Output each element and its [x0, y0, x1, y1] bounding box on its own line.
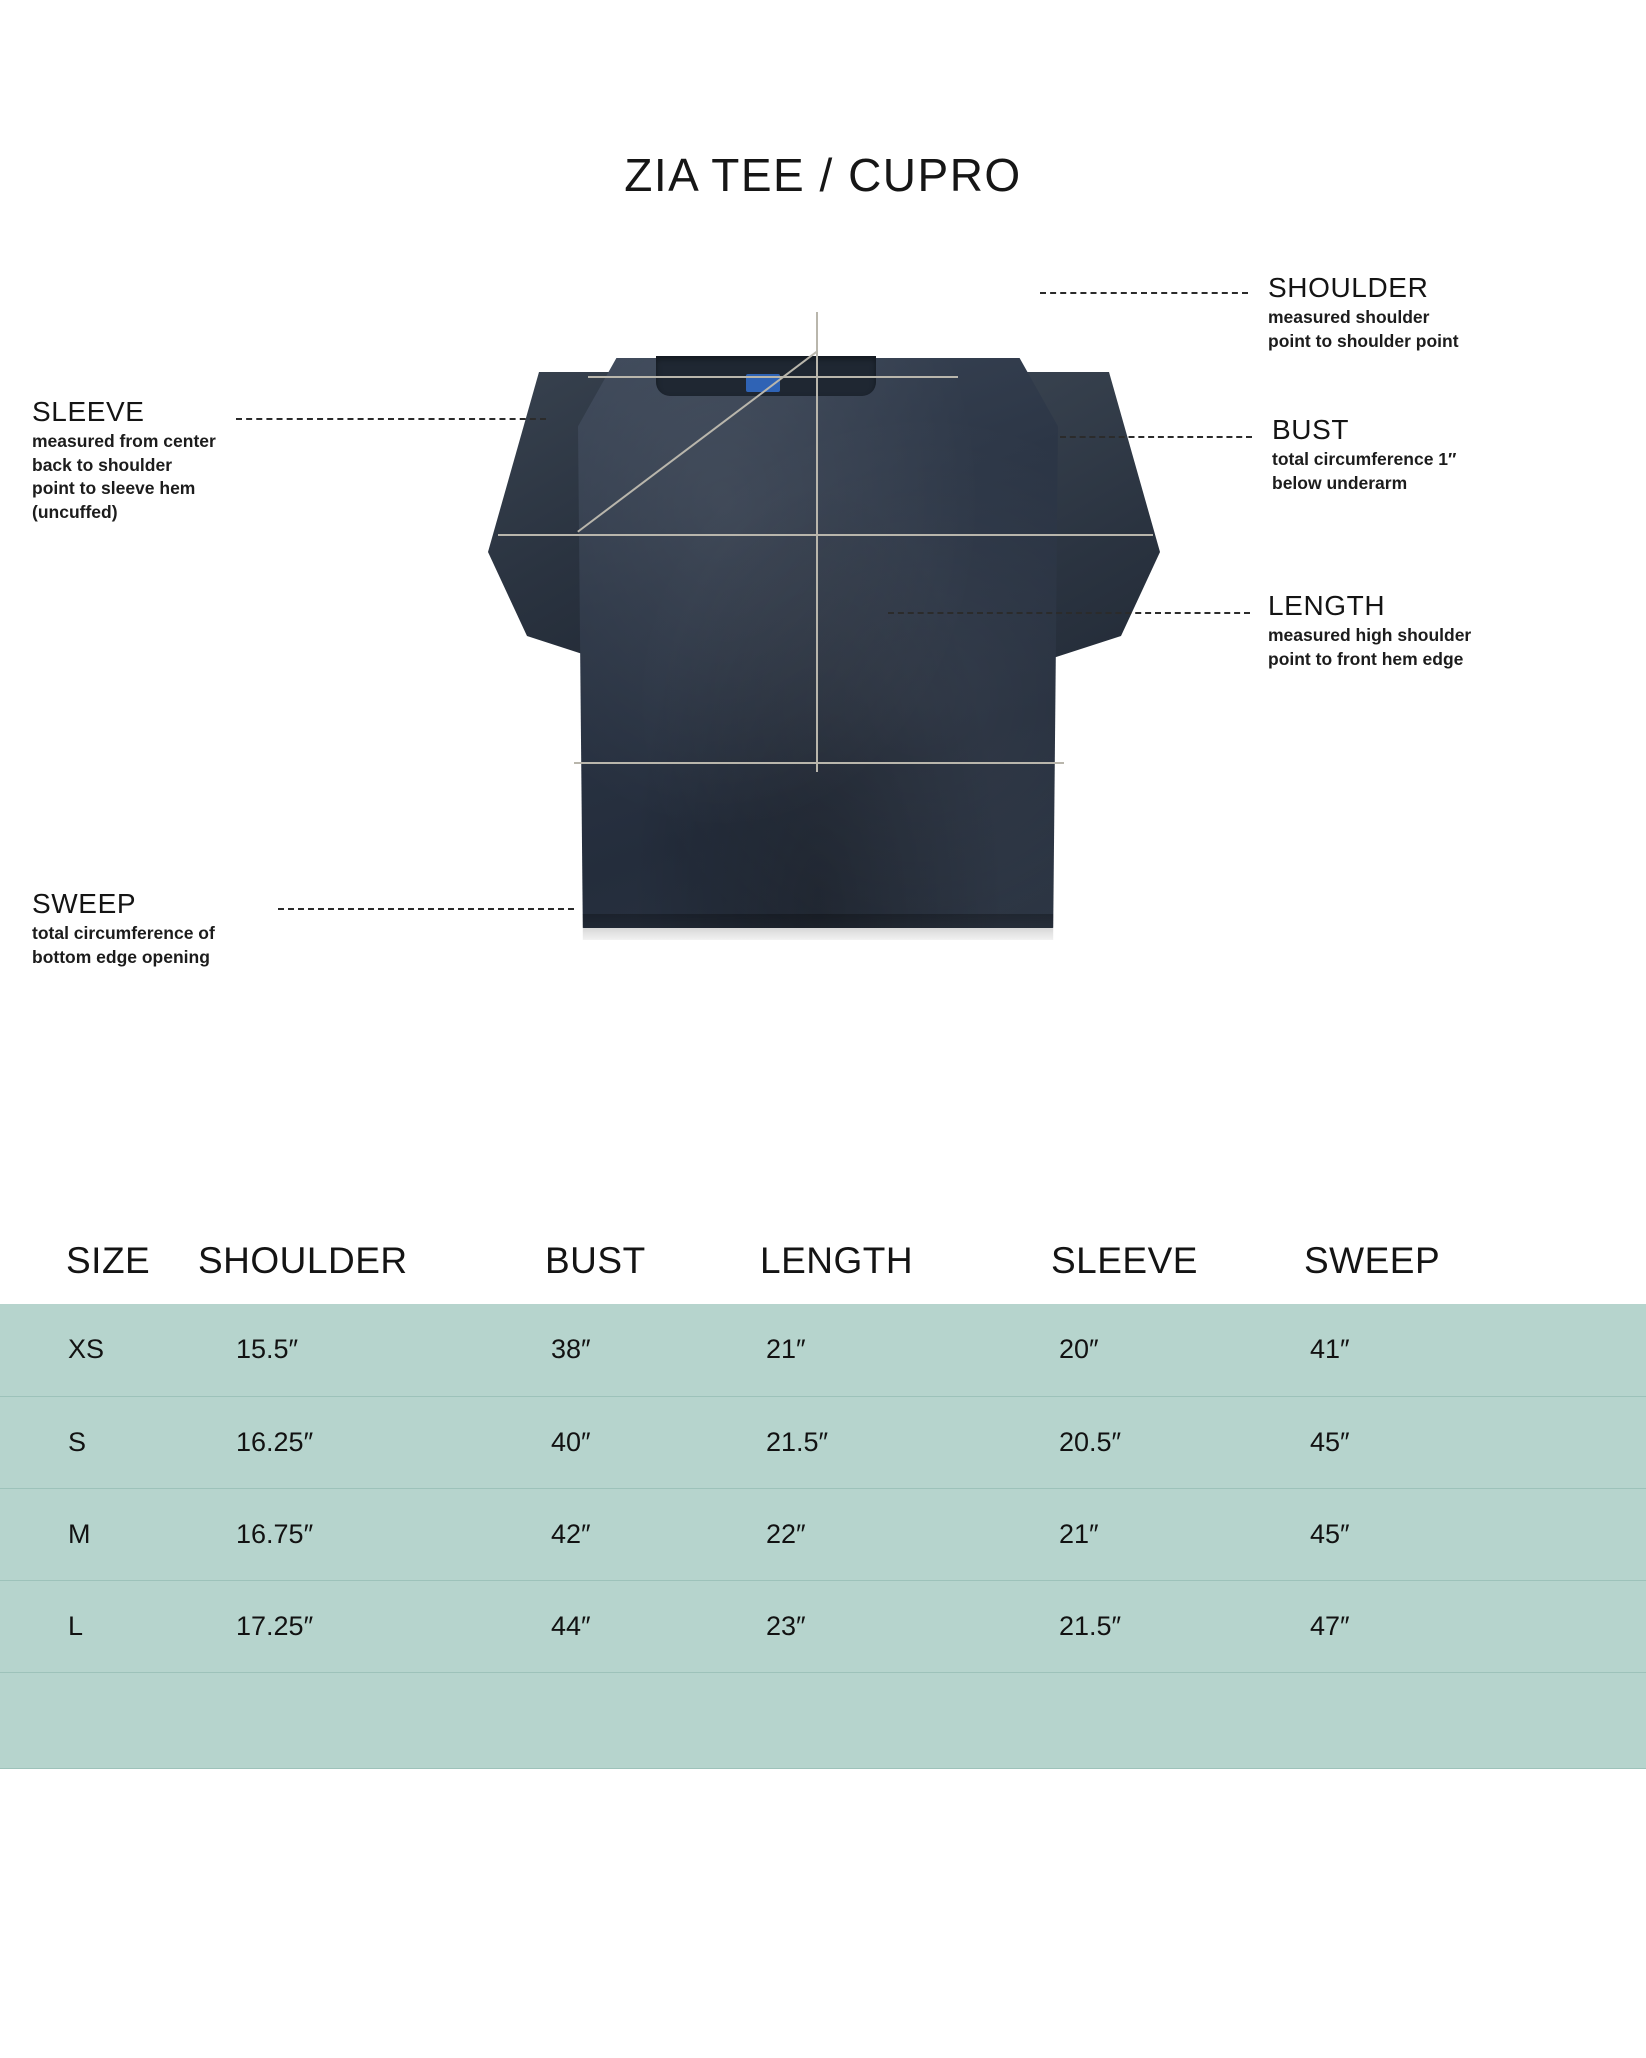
page-title: ZIA TEE / CUPRO — [624, 149, 1022, 201]
column-header-bust: BUST — [545, 1240, 646, 1281]
sweep-measure-line — [574, 762, 1064, 764]
cell-bust: 38″ — [551, 1334, 591, 1365]
column-header-sleeve: SLEEVE — [1051, 1240, 1198, 1281]
callout-sweep — [32, 888, 332, 969]
cell-empty — [535, 1672, 750, 1768]
cell-size: M — [68, 1518, 91, 1549]
garment-hem — [578, 914, 1058, 940]
cell-size: L — [68, 1610, 84, 1641]
shoulder-measure-line — [588, 376, 958, 378]
cell-size: XS — [68, 1334, 105, 1365]
callout-shoulder-desc-line1: measured shoulder — [1268, 307, 1430, 327]
table-row — [0, 1580, 1646, 1672]
cell-length: 23″ — [766, 1610, 806, 1641]
callout-shoulder-title: SHOULDER — [1268, 272, 1429, 303]
cell-empty — [1035, 1672, 1290, 1768]
callout-sweep-title: SWEEP — [32, 888, 137, 919]
callout-bust-desc-line2: below underarm — [1272, 472, 1408, 493]
cell-bust: 44″ — [551, 1610, 591, 1641]
callout-shoulder-desc-line2: point to shoulder point — [1268, 330, 1459, 351]
callout-shoulder — [1268, 272, 1459, 353]
garment-body — [578, 358, 1058, 928]
cell-length: 21″ — [766, 1334, 806, 1365]
bust-measure-line — [498, 534, 1153, 536]
callout-bust-desc-line1: total circumference 1″ — [1272, 449, 1457, 469]
callout-length-desc-line1: measured high shoulder — [1268, 625, 1472, 645]
cell-shoulder: 17.25″ — [236, 1610, 314, 1641]
cell-empty — [0, 1672, 170, 1768]
cell-sweep: 47″ — [1310, 1610, 1350, 1641]
cell-size: S — [68, 1426, 87, 1457]
callout-bust-title: BUST — [1272, 414, 1350, 445]
callout-sleeve-desc-line1: measured from center — [32, 431, 216, 451]
bust-leader-line — [1060, 436, 1252, 438]
cell-sweep: 45″ — [1310, 1518, 1350, 1549]
callout-sweep-desc-line2: bottom edge opening — [32, 946, 210, 967]
column-header-shoulder: SHOULDER — [198, 1240, 408, 1281]
callout-length — [1268, 590, 1471, 671]
callout-length-title: LENGTH — [1268, 590, 1386, 621]
cell-sleeve: 20.5″ — [1059, 1426, 1122, 1457]
callout-sleeve-desc-line3: point to sleeve hem — [32, 478, 196, 499]
cell-shoulder: 15.5″ — [236, 1334, 299, 1365]
length-measure-line — [816, 312, 818, 772]
cell-empty — [170, 1672, 535, 1768]
cell-sleeve: 21.5″ — [1059, 1610, 1122, 1641]
callout-sleeve-title: SLEEVE — [32, 396, 145, 427]
cell-shoulder: 16.25″ — [236, 1426, 314, 1457]
table-row — [0, 1488, 1646, 1580]
callout-sleeve-desc-line4: (uncuffed) — [32, 501, 118, 522]
shoulder-leader-line — [1040, 292, 1248, 294]
callout-length-desc-line2: point to front hem edge — [1268, 648, 1464, 669]
callout-sleeve-desc-line2: back to shoulder — [32, 454, 173, 475]
cell-empty — [750, 1672, 1035, 1768]
cell-shoulder: 16.75″ — [236, 1518, 314, 1549]
table-row — [0, 1396, 1646, 1488]
table-row — [0, 1304, 1646, 1396]
cell-bust: 40″ — [551, 1426, 591, 1457]
cell-empty — [1290, 1672, 1646, 1768]
callout-bust — [1272, 414, 1456, 495]
table-row-empty — [0, 1672, 1646, 1768]
column-header-sweep: SWEEP — [1304, 1240, 1441, 1281]
callout-sweep-desc-line1: total circumference of — [32, 923, 215, 943]
size-chart-table — [0, 1240, 1646, 1769]
cell-length: 22″ — [766, 1518, 806, 1549]
column-header-size: SIZE — [66, 1240, 151, 1281]
length-leader-line — [888, 612, 1250, 614]
measurement-diagram — [0, 272, 1646, 1000]
column-header-length: LENGTH — [760, 1240, 914, 1281]
callout-sleeve — [32, 396, 322, 525]
cell-sweep: 41″ — [1310, 1334, 1350, 1365]
cell-sleeve: 21″ — [1059, 1518, 1099, 1549]
table-header-row — [0, 1240, 1646, 1304]
cell-length: 21.5″ — [766, 1426, 829, 1457]
cell-sleeve: 20″ — [1059, 1334, 1099, 1365]
garment-illustration — [478, 330, 1168, 940]
cell-bust: 42″ — [551, 1518, 591, 1549]
cell-sweep: 45″ — [1310, 1426, 1350, 1457]
